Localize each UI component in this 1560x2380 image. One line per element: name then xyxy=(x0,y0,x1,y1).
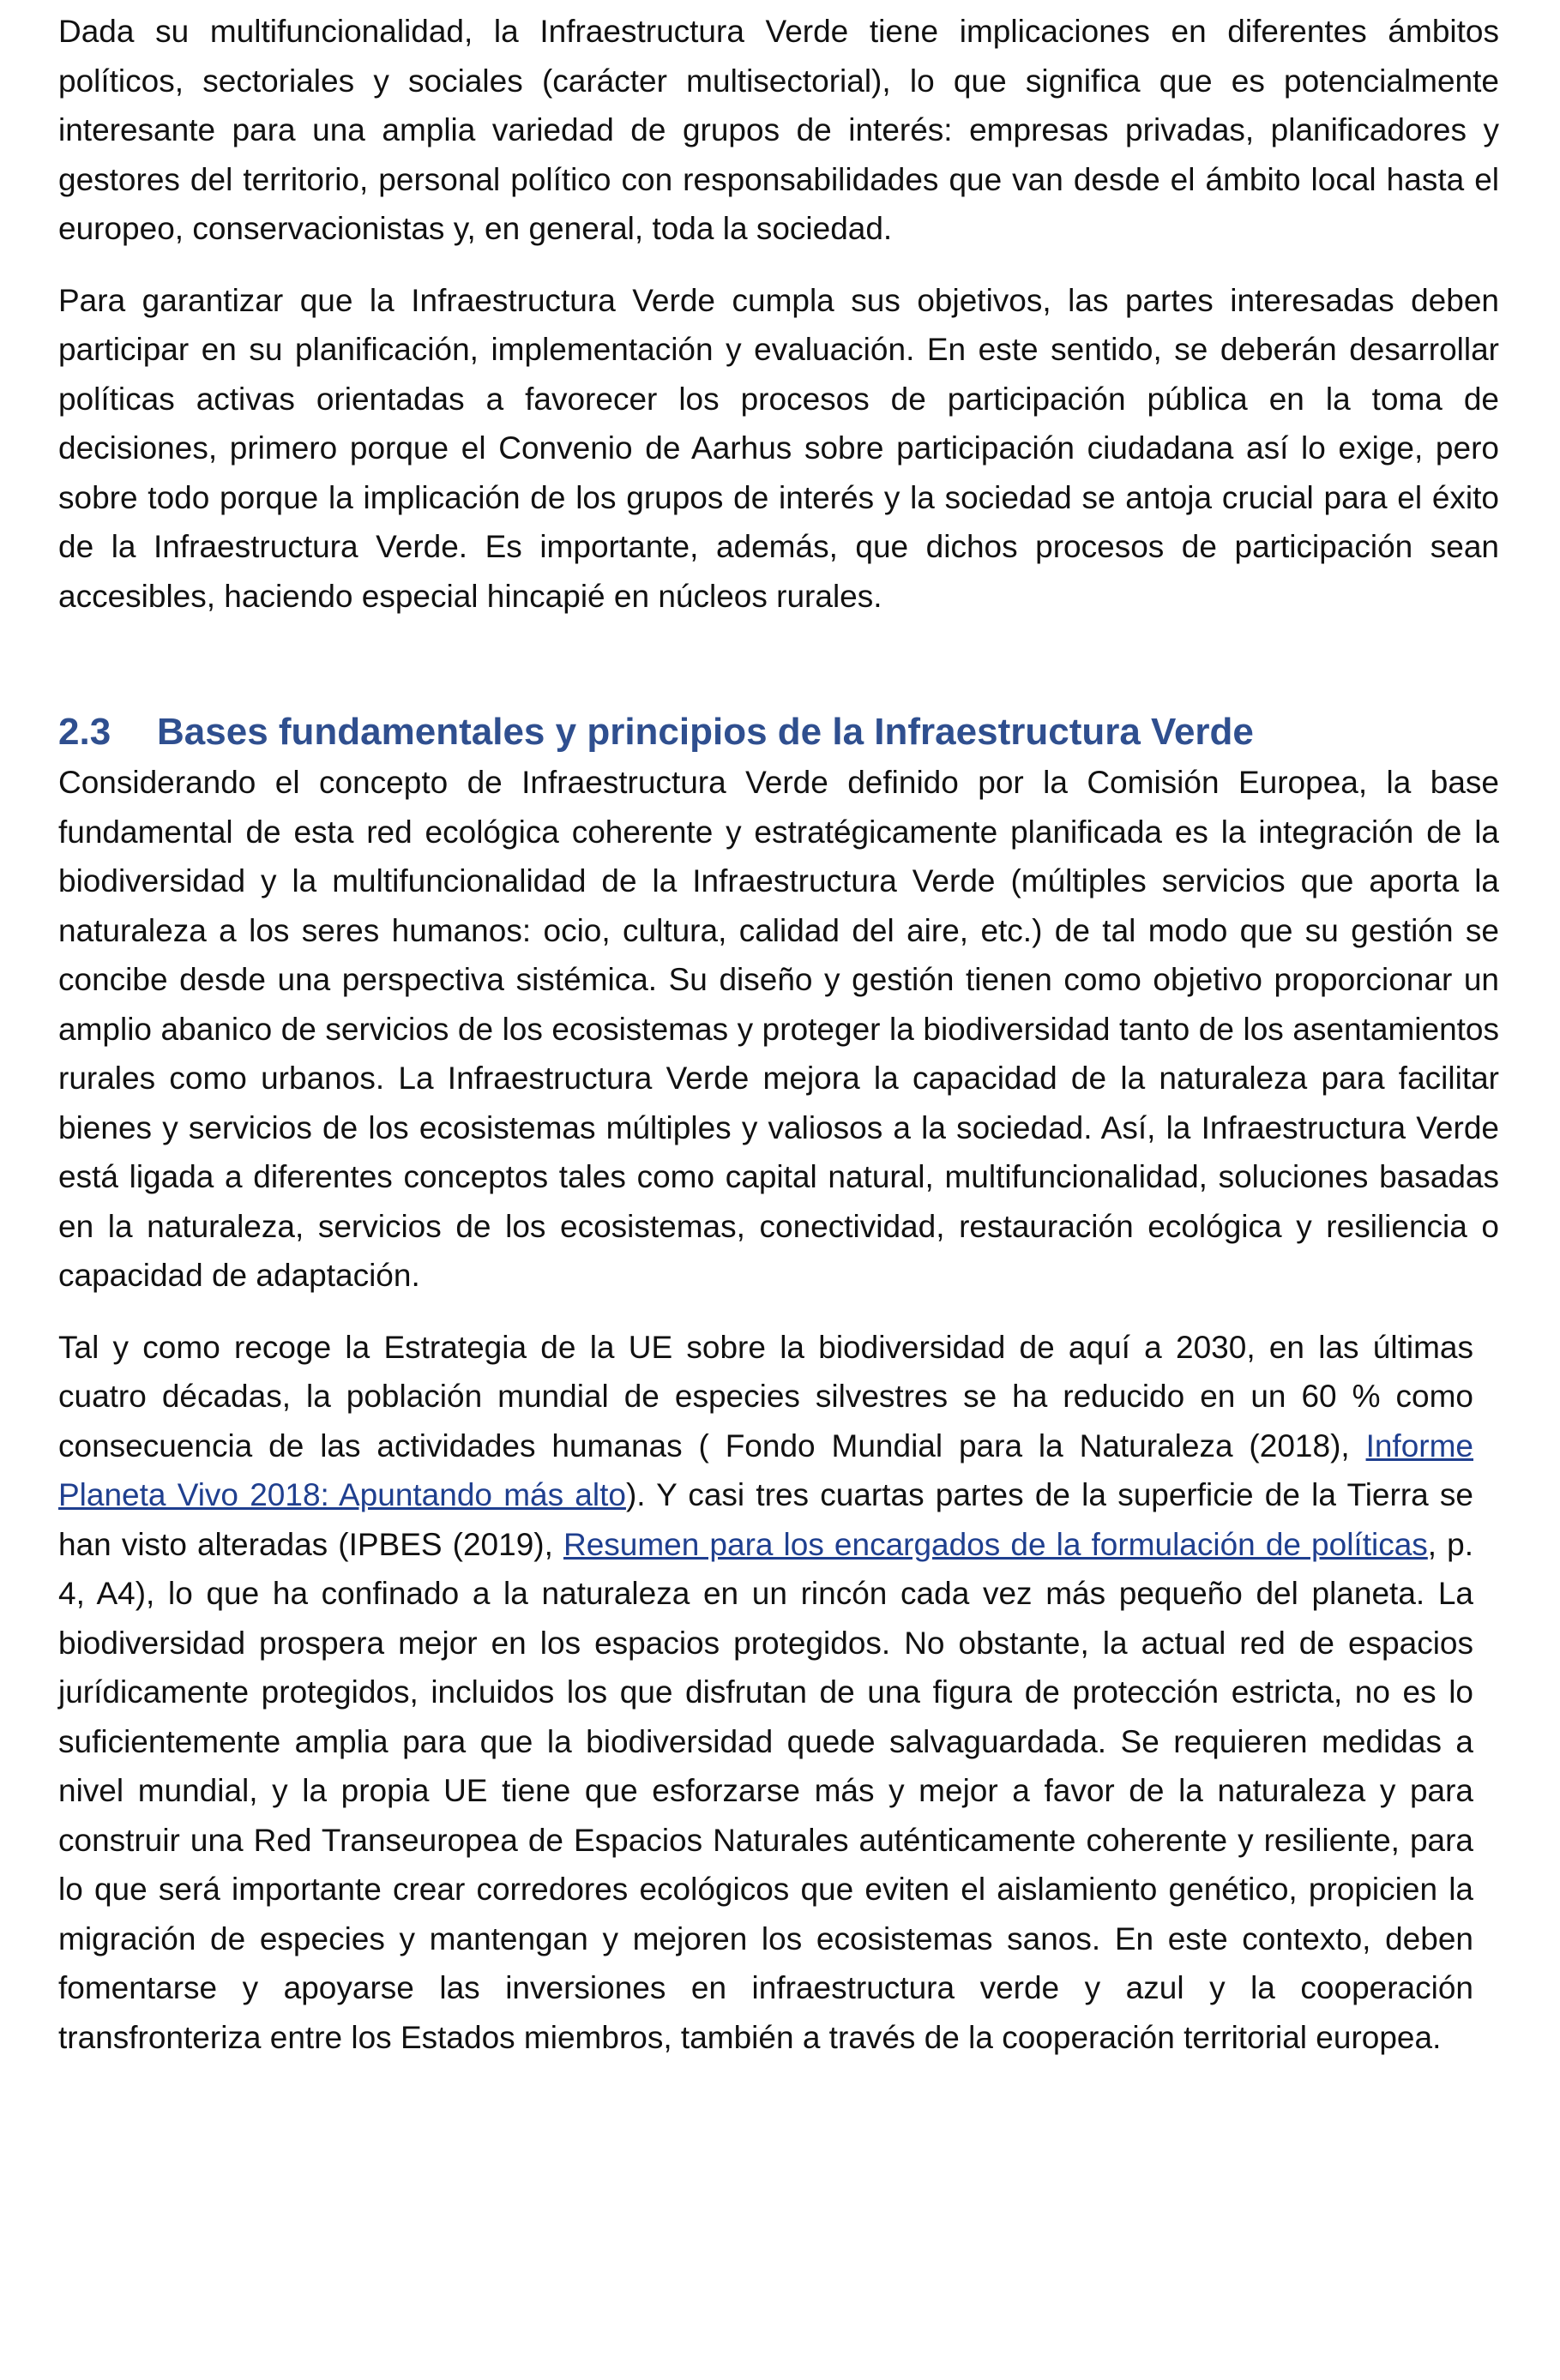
paragraph-participation: Para garantizar que la Infraestructura Verde cumpla sus objetivos, las partes interesadas deben participar en su planificación, implementación y evaluación. En este sentido, se deberán desarrollar políticas activas orientadas a favorecer los procesos de participación pública en la toma de decisiones, primero porque el Convenio de Aarhus sobre participación ciudadana así lo exige, pero sobre todo porque la implicación de los grupos de interés y la sociedad se antoja crucial para el éxito de la Infraestructura Verde. Es importante, además, que dichos procesos de participación sean accesibles, haciendo especial hincapié en núcleos rurales. xyxy=(58,282,1499,614)
section-number: 2.3 xyxy=(58,711,111,753)
paragraph-fundamentals: Considerando el concepto de Infraestructura Verde definido por la Comisión Europea, la base fundamental de esta red ecológica coherente y estratégicamente planificada es la integración de la biodiversidad y la multifuncionalidad de la Infraestructura Verde (múltiples servicios que aporta la naturaleza a los seres humanos: ocio, cultura, calidad del aire, etc.) de tal modo que su gestión se concibe desde una perspectiva sistémica. Su diseño y gestión tienen como objetivo proporcionar un amplio abanico de servicios de los ecosistemas y proteger la biodiversidad tanto de los asentamientos rurales como urbanos. La Infraestructura Verde mejora la capacidad de la naturaleza para facilitar bienes y servicios de los ecosistemas múltiples y valiosos a la sociedad. Así, la Infraestructura Verde está ligada a diferentes conceptos tales como capital natural, multifuncionalidad, soluciones basadas en la naturaleza, servicios de los ecosistemas, conectividad, restauración ecológica y resiliencia o capacidad de adaptación. xyxy=(58,765,1499,1293)
paragraph-multifunctionality: Dada su multifuncionalidad, la Infraestructura Verde tiene implicaciones en diferentes ámbitos políticos, sectoriales y sociales (carácter multisectorial), lo que significa que es potencialmente interesante para una amplia variedad de grupos de interés: empresas privadas, planificadores y gestores del territorio, personal político con responsabilidades que van desde el ámbito local hasta el europeo, conservacionistas y, en general, toda la sociedad. xyxy=(58,14,1499,246)
section-title: Bases fundamentales y principios de la Infraestructura Verde xyxy=(157,711,1254,753)
link-informe-planeta-vivo[interactable]: Informe Planeta Vivo 2018: Apuntando más alto xyxy=(58,1427,1473,1512)
paragraph-text-part1: Tal y como recoge la Estrategia de la UE sobre la biodiversidad de aquí a 2030, en las últimas cuatro décadas, la población mundial de especies silvestres se ha reducido en un 60 % como consecuencia de las actividades humanas ( Fondo Mundial para la Naturaleza (2018), xyxy=(58,1329,1473,1463)
section-heading xyxy=(58,696,1499,758)
paragraph-biodiversity-strategy xyxy=(58,1323,1473,2063)
document-body xyxy=(58,7,1499,2062)
section-spacer xyxy=(58,621,1499,696)
paragraph-text-part2: ). Y casi tres cuartas partes de la superficie de la Tierra se han visto alteradas (IPBES (2019), xyxy=(58,1477,1473,1562)
link-resumen-ipbes[interactable]: Resumen para los encargados de la formulación de políticas xyxy=(563,1526,1428,1562)
paragraph-text-part3: , p. 4, A4), lo que ha confinado a la naturaleza en un rincón cada vez más pequeño del planeta. La biodiversidad prospera mejor en los espacios protegidos. No obstante, la actual red de espacios jurídicamente protegidos, incluidos los que disfrutan de una figura de protección estricta, no es lo suficientemente amplia para que la biodiversidad quede salvaguardada. Se requieren medidas a nivel mundial, y la propia UE tiene que esforzarse más y mejor a favor de la naturaleza y para construir una Red Transeuropea de Espacios Naturales auténticamente coherente y resiliente, para lo que será importante crear corredores ecológicos que eviten el aislamiento genético, propicien la migración de especies y mantengan y mejoren los ecosistemas sanos. En este contexto, deben fomentarse y apoyarse las inversiones en infraestructura verde y azul y la cooperación transfronteriza entre los Estados miembros, también a través de la cooperación territorial europea. xyxy=(58,1526,1474,2055)
